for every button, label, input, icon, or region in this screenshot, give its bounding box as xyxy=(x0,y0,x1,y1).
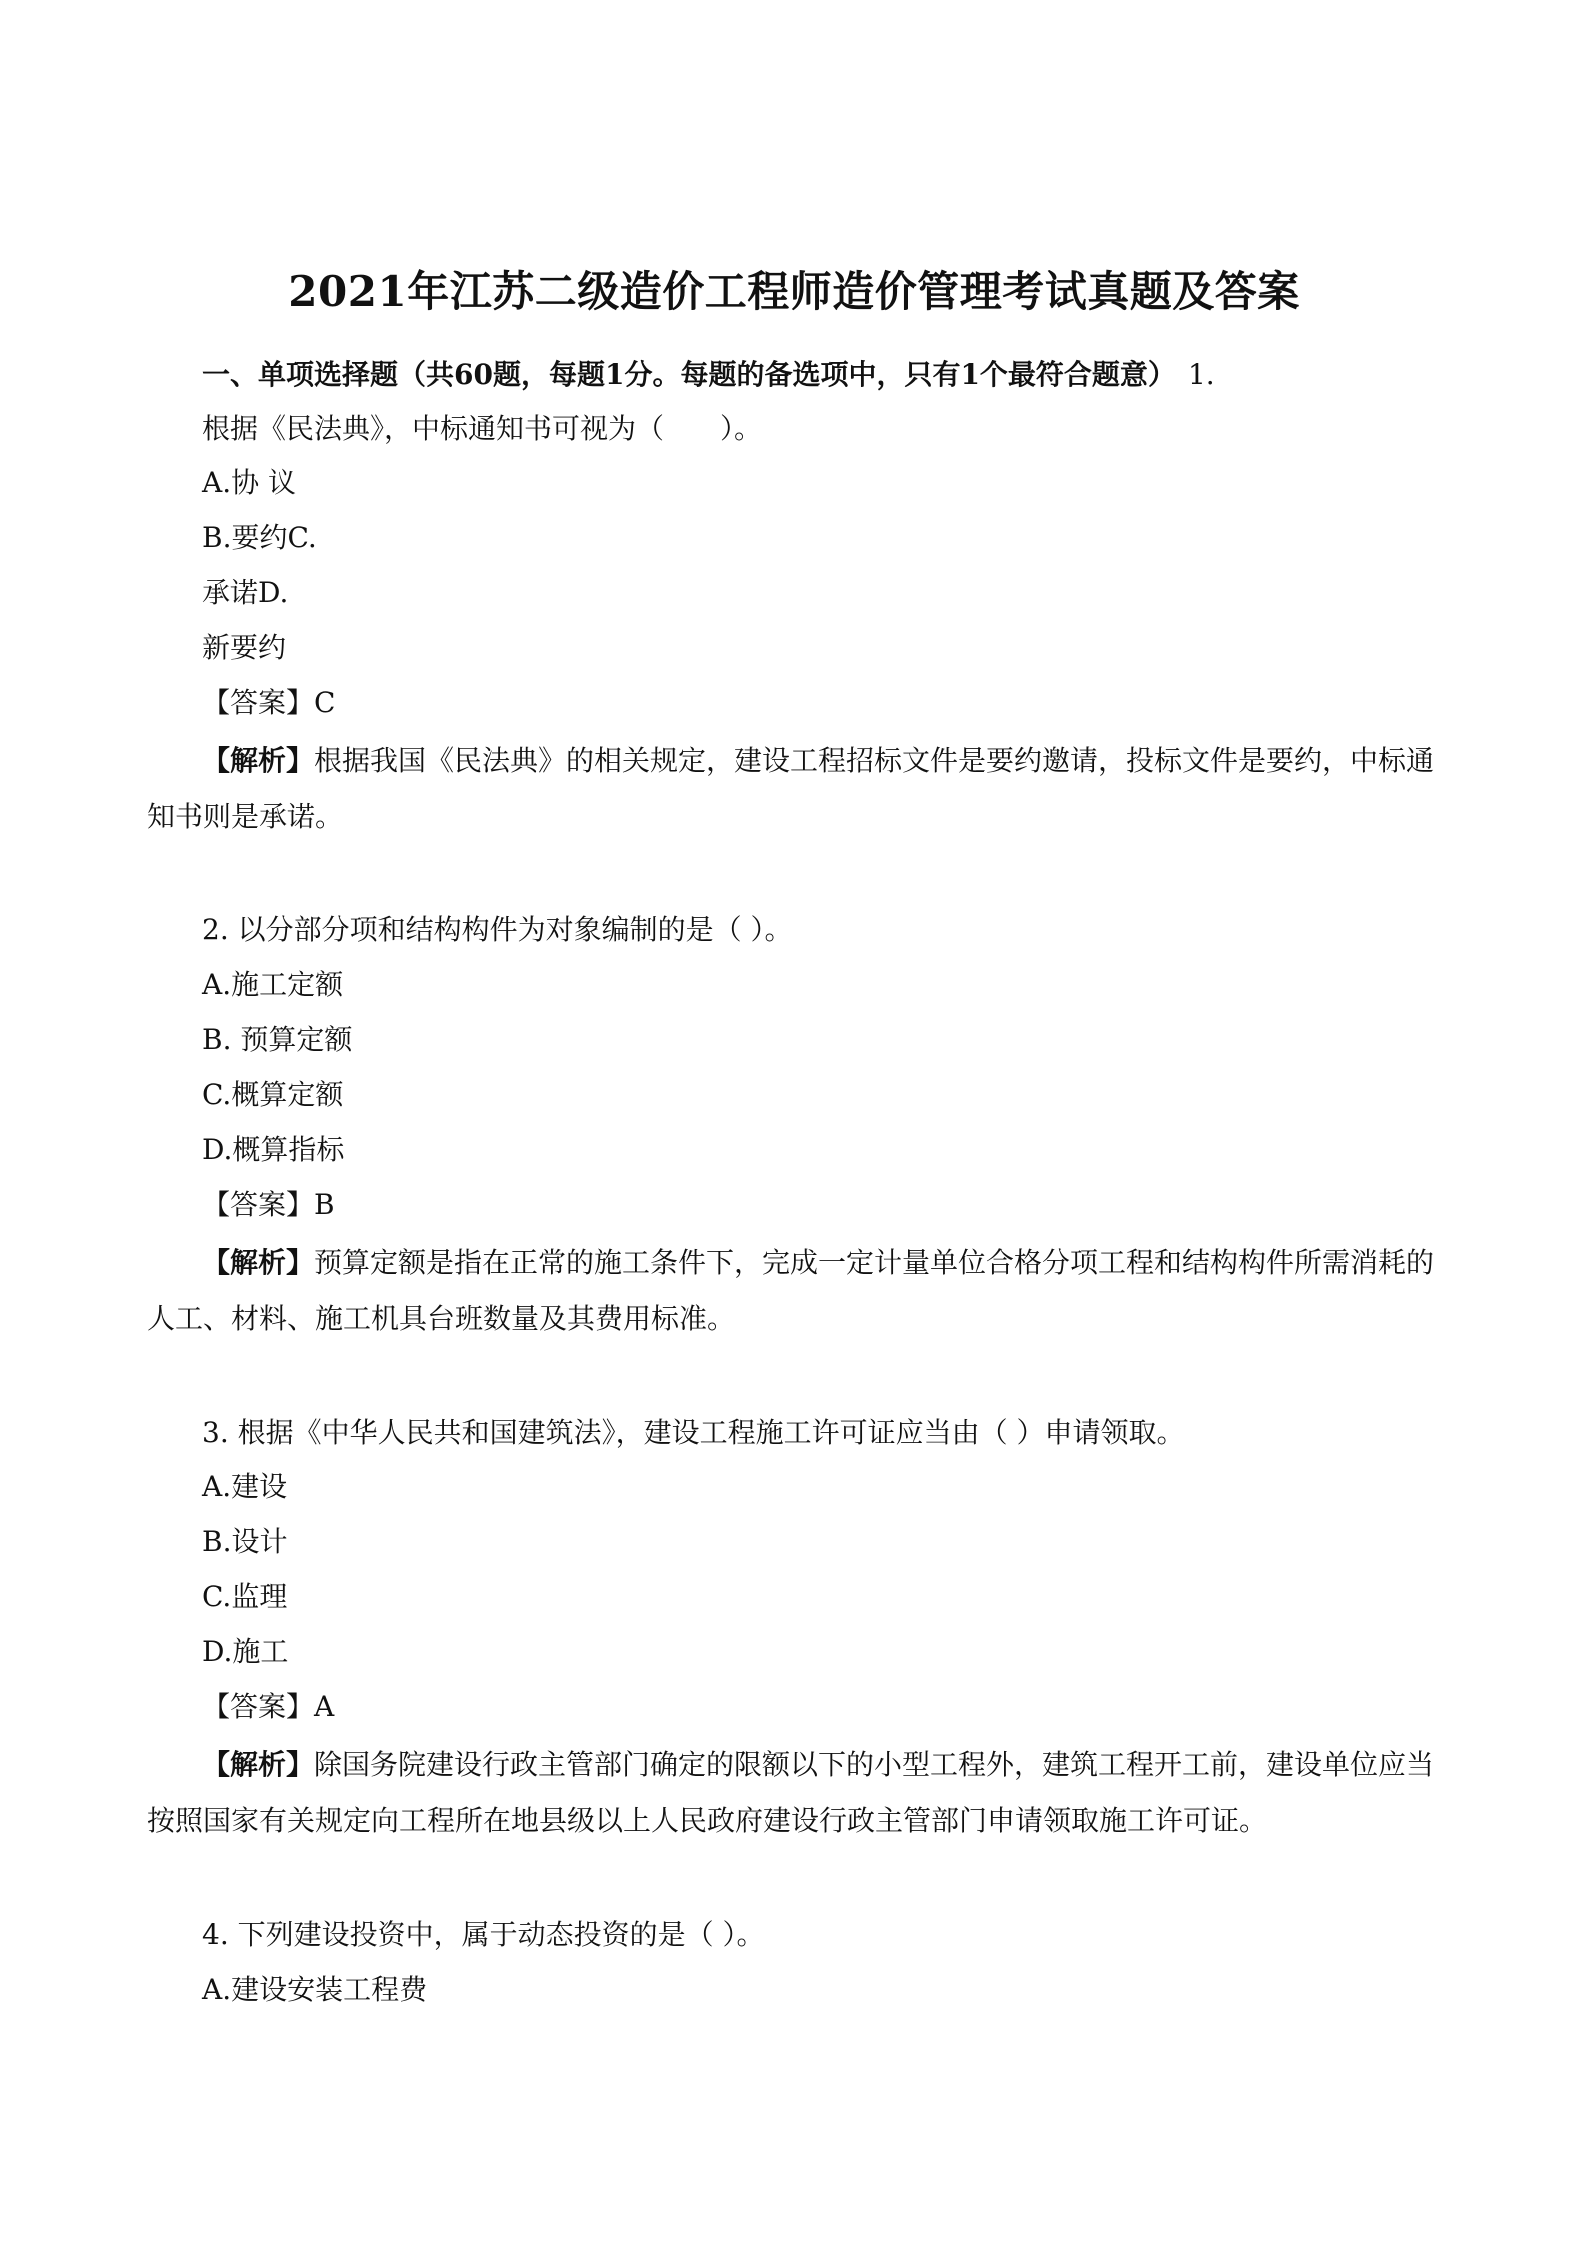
q3-option-d: D.施工 xyxy=(202,1635,289,1668)
q2-option-c: C.概算定额 xyxy=(202,1078,344,1111)
q1-line-3: 承诺D. xyxy=(202,576,289,609)
q2-stem: 2. 以分部分项和结构构件为对象编制的是（ ）。 xyxy=(202,913,793,946)
q2-option-a: A.施工定额 xyxy=(202,968,344,1001)
q2-option-b: B. 预算定额 xyxy=(202,1023,353,1056)
q1-number: 1. xyxy=(1187,358,1215,391)
answer-value: A xyxy=(314,1690,335,1723)
answer-label: 【答案】 xyxy=(202,686,315,719)
answer-value: C xyxy=(314,686,336,719)
q3-option-b: B.设计 xyxy=(202,1525,288,1558)
q1-line-2: B.要约C. xyxy=(202,521,317,554)
q2-option-d: D.概算指标 xyxy=(202,1133,345,1166)
analysis-label: 【解析】 xyxy=(202,744,315,777)
q1-stem: 根据《民法典》，中标通知书可视为（ ）。 xyxy=(202,412,763,445)
answer-label: 【答案】 xyxy=(202,1690,315,1723)
q3-option-a: A.建设 xyxy=(202,1470,288,1503)
q3-option-c: C.监理 xyxy=(202,1580,288,1613)
q1-line-1: A.协 议 xyxy=(202,466,297,499)
answer-value: B xyxy=(314,1188,335,1221)
q4-option-a: A.建设安装工程费 xyxy=(202,1973,428,2006)
q3-analysis xyxy=(147,1737,1447,1849)
q1-analysis xyxy=(147,733,1447,845)
q2-analysis xyxy=(147,1235,1447,1347)
answer-label: 【答案】 xyxy=(202,1188,315,1221)
analysis-label: 【解析】 xyxy=(202,1246,315,1279)
section-heading: 一、单项选择题（共60题，每题1分。每题的备选项中，只有1个最符合题意） xyxy=(202,358,1176,391)
q3-stem: 3. 根据《中华人民共和国建筑法》，建设工程施工许可证应当由（ ）申请领取。 xyxy=(202,1416,1185,1449)
q1-line-4: 新要约 xyxy=(202,631,287,664)
section-heading-line xyxy=(202,355,1215,395)
analysis-text: 预算定额是指在正常的施工条件下，完成一定计量单位合格分项工程和结构构件所需消耗的人工、材料、施工机具台班数量及其费用标准。 xyxy=(147,1246,1435,1335)
q2-answer xyxy=(202,1185,335,1225)
document-title: 2021年江苏二级造价工程师造价管理考试真题及答案 xyxy=(288,267,1300,316)
analysis-text: 根据我国《民法典》的相关规定，建设工程招标文件是要约邀请，投标文件是要约，中标通知书则是承诺。 xyxy=(147,744,1435,833)
analysis-label: 【解析】 xyxy=(202,1748,315,1781)
analysis-text: 除国务院建设行政主管部门确定的限额以下的小型工程外，建筑工程开工前，建设单位应当按照国家有关规定向工程所在地县级以上人民政府建设行政主管部门申请领取施工许可证。 xyxy=(147,1748,1435,1837)
q1-answer xyxy=(202,683,335,723)
q3-answer xyxy=(202,1687,334,1727)
q4-stem: 4. 下列建设投资中，属于动态投资的是（ ）。 xyxy=(202,1918,765,1951)
